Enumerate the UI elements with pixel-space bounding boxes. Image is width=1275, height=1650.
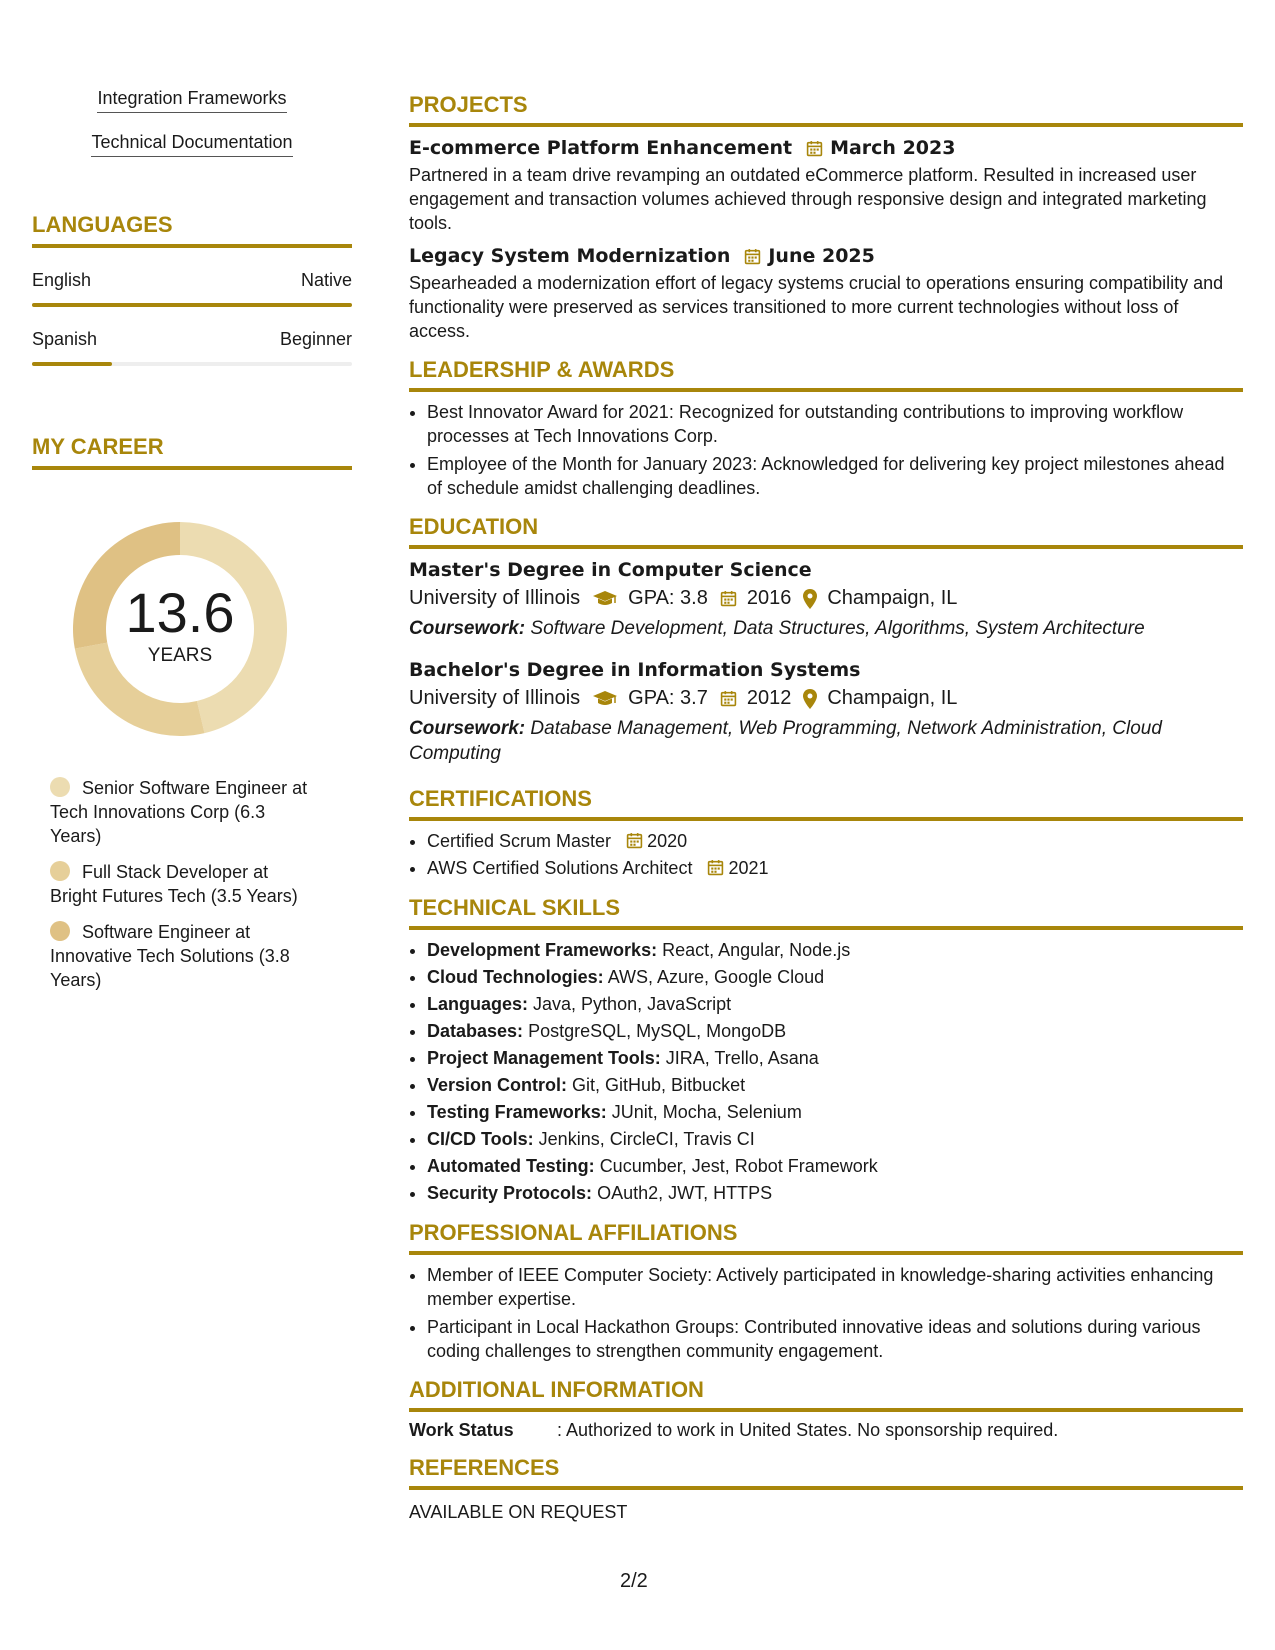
skill-item: • CI/CD Tools: Jenkins, CircleCI, Travis CI [427, 1127, 1243, 1152]
languages-heading: LANGUAGES [32, 212, 352, 248]
page-number: 2/2 [620, 1570, 648, 1592]
career-legend-item: Senior Software Engineer at Tech Innovations Corp (6.3 Years) [50, 778, 308, 846]
skill-item: • Security Protocols: OAuth2, JWT, HTTPS [427, 1181, 1243, 1206]
certifications-section [409, 786, 1243, 881]
degree-title: Master's Degree in Computer Science [409, 559, 812, 581]
affiliations-heading: PROFESSIONAL AFFILIATIONS [409, 1220, 1243, 1255]
skill-tag: Technical Documentation [32, 132, 352, 157]
info-label: Work Status [409, 1420, 514, 1440]
references-text: AVAILABLE ON REQUEST [409, 1502, 628, 1522]
language-level: Native [300, 270, 352, 290]
graduation-cap-icon [592, 590, 618, 608]
school-location: Champaign, IL [827, 687, 958, 709]
list-item: • Best Innovator Award for 2021: Recognized for outstanding contributions to improving workflow processes at Tech Innovations Corp. [427, 400, 1243, 448]
leadership-section [409, 357, 1243, 500]
skill-item: • Development Frameworks: React, Angular, Node.js [427, 938, 1243, 963]
education-item [409, 559, 1243, 641]
info-value: : Authorized to work in United States. No sponsorship required. [557, 1420, 1059, 1440]
career-legend-item: Software Engineer at Innovative Tech Solutions (3.8 Years) [50, 922, 290, 990]
legend-dot [50, 861, 70, 881]
graduation-year: 2016 [746, 587, 792, 609]
calendar-icon [720, 690, 737, 707]
project-item [409, 245, 1243, 343]
certifications-heading: CERTIFICATIONS [409, 786, 1243, 821]
gpa: GPA: 3.8 [628, 587, 708, 609]
skill-item: • Cloud Technologies: AWS, Azure, Google Cloud [427, 965, 1243, 990]
language-level: Beginner [279, 329, 352, 349]
coursework: Coursework: Database Management, Web Programming, Network Administration, Cloud Computing [409, 718, 1162, 764]
language-name: Spanish [32, 329, 98, 349]
main-content [409, 92, 1243, 1537]
additional-info-heading: ADDITIONAL INFORMATION [409, 1377, 1243, 1412]
school-name: University of Illinois [409, 587, 581, 609]
degree-title: Bachelor's Degree in Information Systems [409, 659, 861, 681]
list-item: • Participant in Local Hackathon Groups: Contributed innovative ideas and solutions during various coding challenges to strengthen community engagement. [427, 1315, 1243, 1363]
career-heading: MY CAREER [32, 434, 352, 470]
gpa: GPA: 3.7 [628, 687, 708, 709]
proficiency-fill [32, 303, 352, 307]
proficiency-bar [32, 303, 352, 307]
school-name: University of Illinois [409, 687, 581, 709]
graduation-cap-icon [592, 690, 618, 708]
skill-item: • Automated Testing: Cucumber, Jest, Robot Framework [427, 1154, 1243, 1179]
sidebar [32, 88, 352, 1004]
graduation-year: 2012 [746, 687, 792, 709]
project-title: Legacy System Modernization [409, 245, 731, 267]
project-date: June 2025 [768, 245, 875, 267]
technical-skills-heading: TECHNICAL SKILLS [409, 895, 1243, 930]
proficiency-bar [32, 362, 352, 366]
calendar-icon [744, 248, 761, 265]
list-item: • Employee of the Month for January 2023: Acknowledged for delivering key project milestones ahead of schedule amidst challenging deadlines. [427, 452, 1243, 500]
location-pin-icon [803, 589, 817, 609]
additional-info-section [409, 1377, 1243, 1441]
skill-item: • Version Control: Git, GitHub, Bitbucket [427, 1073, 1243, 1098]
project-date: March 2023 [830, 137, 956, 159]
skill-item: • Project Management Tools: JIRA, Trello, Asana [427, 1046, 1243, 1071]
project-description: Partnered in a team drive revamping an outdated eCommerce platform. Resulted in increased user engagement and transaction volumes achieved through responsive design and integrated marketing tools. [409, 165, 1207, 233]
projects-section [409, 92, 1243, 343]
projects-heading: PROJECTS [409, 92, 1243, 127]
language-item [32, 270, 352, 307]
calendar-icon [626, 832, 643, 849]
career-total: 13.6 [125, 581, 235, 644]
project-item [409, 137, 1243, 235]
skill-tag: Integration Frameworks [32, 88, 352, 113]
education-heading: EDUCATION [409, 514, 1243, 549]
legend-dot [50, 777, 70, 797]
technical-skills-section [409, 895, 1243, 1206]
language-item [32, 329, 352, 366]
project-description: Spearheaded a modernization effort of legacy systems crucial to operations ensuring compatibility and functionality were preserved as services transitioned to more current technologies without loss of access. [409, 273, 1224, 341]
language-name: English [32, 270, 92, 290]
coursework: Coursework: Software Development, Data Structures, Algorithms, System Architecture [409, 618, 1145, 639]
career-unit: YEARS [147, 645, 213, 666]
education-section [409, 514, 1243, 766]
career-legend-item: Full Stack Developer at Bright Futures Tech (3.5 Years) [50, 862, 298, 906]
skill-item: • Languages: Java, Python, JavaScript [427, 992, 1243, 1017]
skill-item: • Databases: PostgreSQL, MySQL, MongoDB [427, 1019, 1243, 1044]
affiliations-section [409, 1220, 1243, 1363]
references-section [409, 1455, 1243, 1523]
education-item [409, 659, 1243, 766]
project-title: E-commerce Platform Enhancement [409, 137, 793, 159]
leadership-heading: LEADERSHIP & AWARDS [409, 357, 1243, 392]
location-pin-icon [803, 689, 817, 709]
references-heading: REFERENCES [409, 1455, 1243, 1490]
school-location: Champaign, IL [827, 587, 958, 609]
certification-item: • AWS Certified Solutions Architect 2021 [427, 856, 1243, 881]
calendar-icon [707, 859, 724, 876]
calendar-icon [720, 590, 737, 607]
certification-item: • Certified Scrum Master 2020 [427, 829, 1243, 854]
list-item: • Member of IEEE Computer Society: Actively participated in knowledge-sharing activities enhancing member expertise. [427, 1263, 1243, 1311]
legend-dot [50, 921, 70, 941]
calendar-icon [806, 140, 823, 157]
career-donut [65, 514, 295, 744]
proficiency-fill [32, 362, 112, 366]
skill-item: • Testing Frameworks: JUnit, Mocha, Selenium [427, 1100, 1243, 1125]
